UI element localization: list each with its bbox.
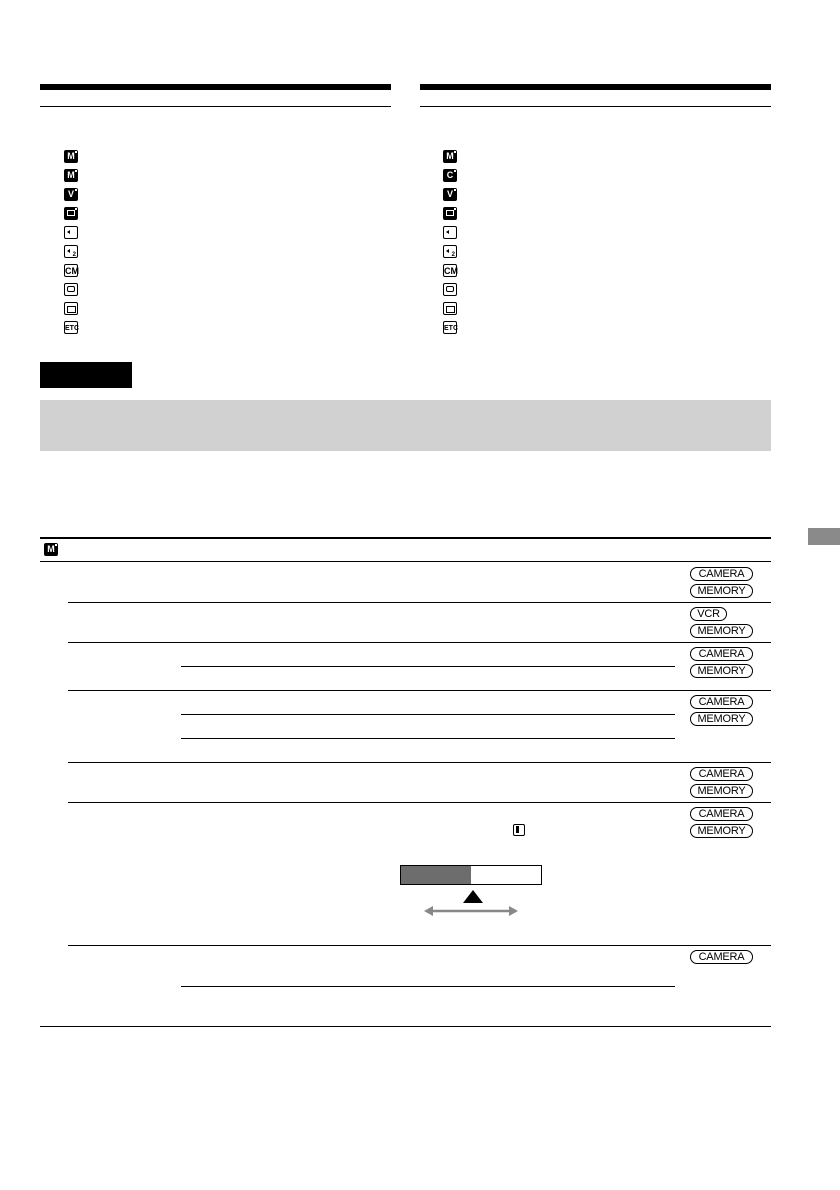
mode-badge-memory: MEMORY: [690, 624, 753, 638]
left-column-header-bar: [40, 84, 391, 90]
right-column-header-rule: [420, 106, 771, 107]
chapter-thumb-tab: [808, 528, 840, 545]
right-column-header-bar: [420, 84, 771, 90]
manual-set-icon: M: [44, 543, 58, 556]
manual-set-icon: M: [64, 169, 78, 182]
memory-set-1-icon: [443, 226, 457, 239]
level-scale-fill: [401, 866, 471, 884]
table-row: [68, 762, 771, 763]
etc-icon: ETC: [64, 321, 78, 334]
table-subrow: [181, 714, 675, 715]
viewfinder-set-icon: V: [64, 188, 78, 201]
mode-badge-memory: MEMORY: [690, 584, 753, 598]
table-bottom-rule: [40, 1026, 771, 1027]
manual-set-icon: M: [64, 150, 78, 163]
manual-set-icon: M: [443, 150, 457, 163]
lcd-set-icon: [443, 207, 457, 220]
lcd-set-icon: [64, 207, 78, 220]
table-subrow: [181, 738, 675, 739]
cassette-memory-icon: CM: [65, 266, 79, 276]
table-row: [68, 642, 771, 643]
table-row: [68, 802, 771, 803]
mode-badge-camera: CAMERA: [690, 807, 753, 821]
setup-menu-icon: [64, 302, 78, 315]
double-arrow-icon: [424, 904, 518, 918]
mode-badge-camera: CAMERA: [690, 567, 753, 581]
tape-set-icon: [64, 283, 78, 296]
left-column-header-rule: [40, 106, 391, 107]
cassette-memory-icon: CM: [444, 266, 458, 276]
setup-menu-icon: [443, 302, 457, 315]
mode-badge-memory: MEMORY: [690, 784, 753, 798]
tape-set-icon: [443, 283, 457, 296]
table-subrow: [181, 666, 675, 667]
mode-badge-memory: MEMORY: [690, 664, 753, 678]
memory-set-2-icon: 2: [443, 245, 457, 258]
memory-set-1-icon: [64, 226, 78, 239]
frame-symbol-icon: [513, 824, 525, 836]
camera-set-icon: C: [443, 169, 457, 182]
table-row: [68, 945, 771, 946]
mode-badge-memory: MEMORY: [690, 712, 753, 726]
level-scale-bar: [400, 865, 542, 885]
section-label-block: [40, 362, 132, 388]
table-top-rule: [40, 537, 771, 539]
level-pointer-icon: [463, 890, 483, 903]
etc-icon: ETC: [443, 321, 457, 334]
memory-set-2-icon: 2: [64, 245, 78, 258]
mode-badge-camera: CAMERA: [690, 950, 753, 964]
mode-badge-camera: CAMERA: [690, 695, 753, 709]
mode-badge-memory: MEMORY: [690, 824, 753, 838]
table-row: [68, 690, 771, 691]
mode-badge-camera: CAMERA: [690, 767, 753, 781]
section-heading-box: [40, 400, 771, 451]
table-header-rule: [40, 561, 771, 562]
viewfinder-set-icon: V: [443, 188, 457, 201]
mode-badge-camera: CAMERA: [690, 647, 753, 661]
table-subrow: [181, 986, 675, 987]
mode-badge-vcr: VCR: [690, 607, 727, 621]
table-row: [68, 602, 771, 603]
